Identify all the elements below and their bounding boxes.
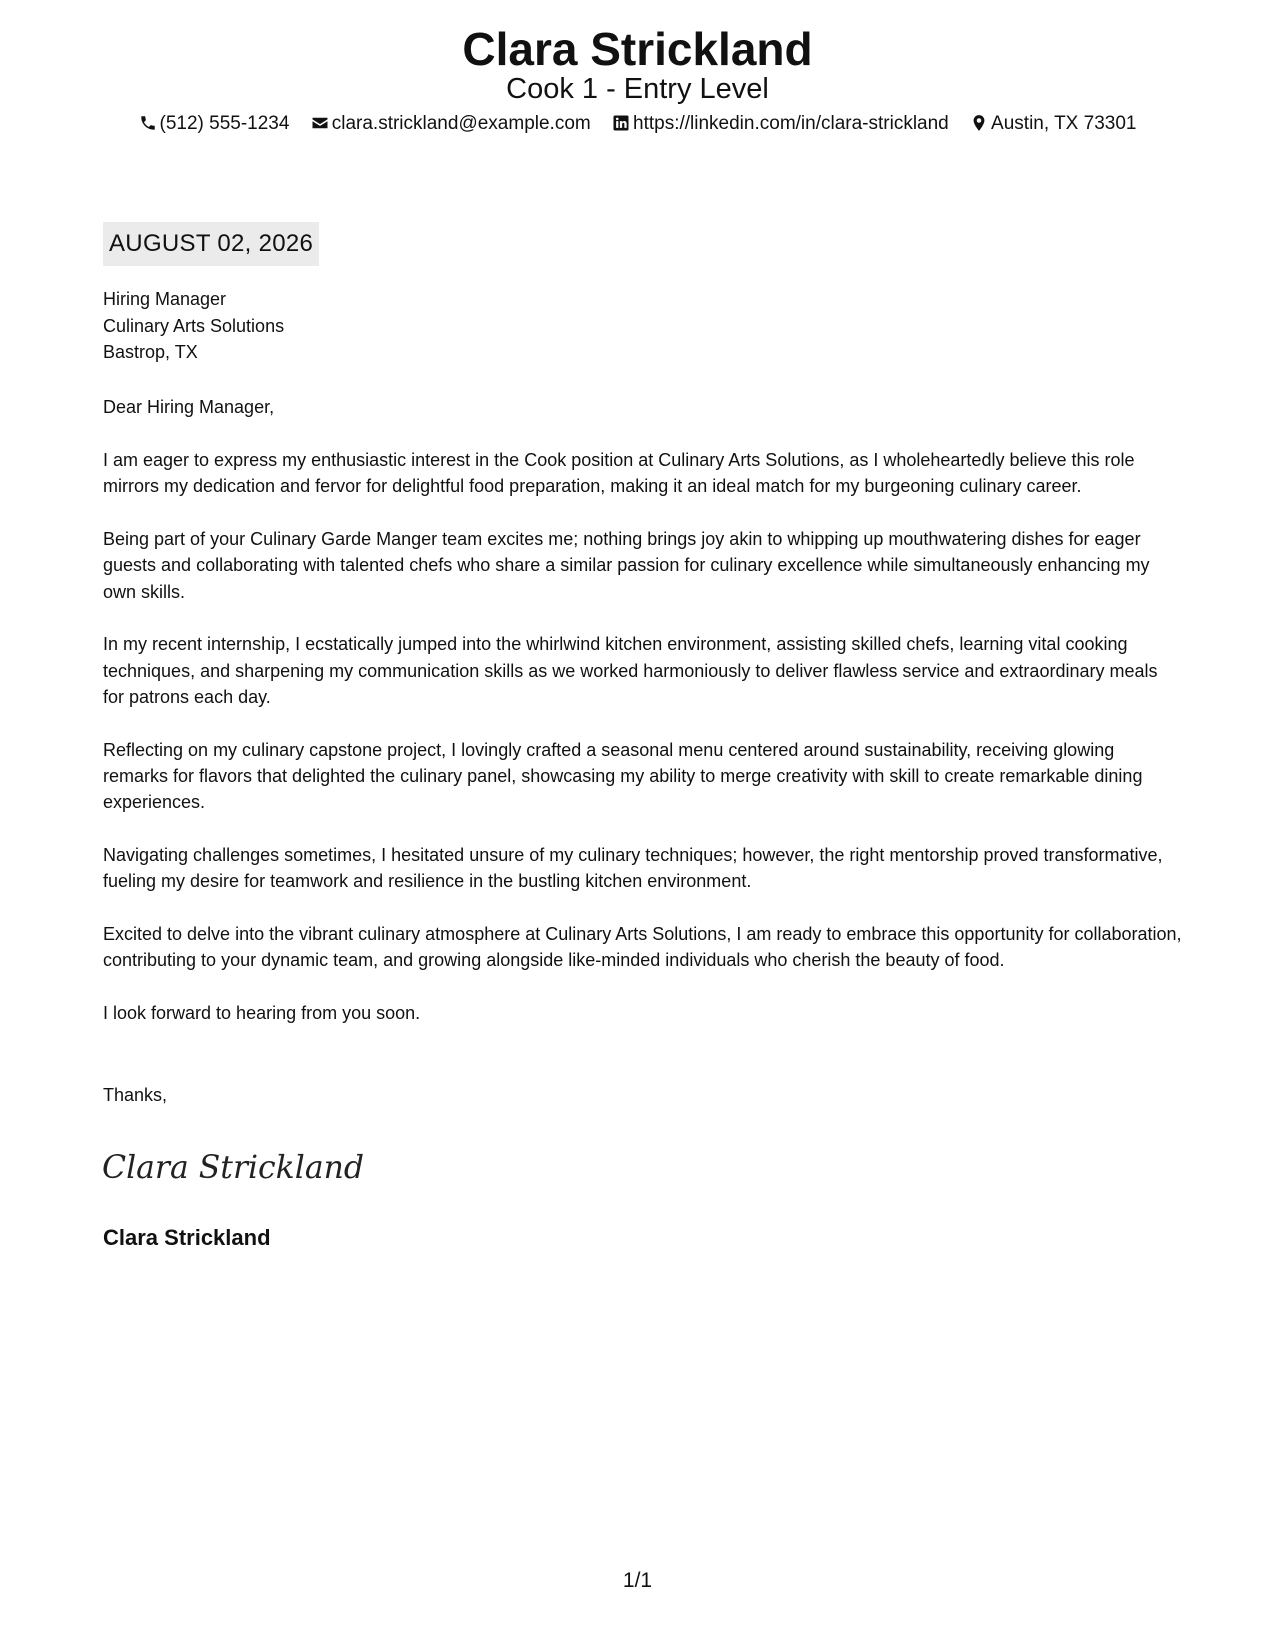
closing: Thanks,: [103, 1085, 168, 1105]
recipient-title: Hiring Manager: [103, 289, 227, 309]
letter-date: AUGUST 02, 2026: [103, 222, 319, 266]
linkedin-icon: [612, 114, 630, 132]
contact-line: [0, 111, 1275, 137]
email-address: clara.strickland@example.com: [331, 113, 591, 134]
page-number: 1/1: [622, 1569, 653, 1592]
map-marker-icon: [970, 114, 988, 132]
body-paragraph: Being part of your Culinary Garde Manger team excites me; nothing brings joy akin to whipping up mouthwatering dishes for eager guests and collaborating with talented chefs who share a similar passion for culinary excellence while simultaneously enhancing my own skills.: [103, 528, 1150, 602]
linkedin-url: https://linkedin.com/in/clara-strickland: [633, 113, 949, 134]
contact-linkedin[interactable]: [612, 111, 949, 137]
letter-body: [103, 447, 1183, 1052]
job-title: Cook 1 - Entry Level: [506, 73, 769, 105]
body-paragraph: In my recent internship, I ecstatically jumped into the whirlwind kitchen environment, assisting skilled chefs, learning vital cooking techniques, and sharpening my communication skills as we worked harmoniously to deliver flawless service and extraordinary meals for patrons each day.: [103, 634, 1158, 707]
body-paragraph: Reflecting on my culinary capstone project, I lovingly crafted a seasonal menu centered around sustainability, receiving glowing remarks for flavors that delighted the culinary panel, showcasing my ability to merge creativity with skill to create remarkable dining experiences.: [103, 739, 1143, 813]
recipient-company: Culinary Arts Solutions: [103, 315, 285, 336]
phone-icon: [139, 114, 157, 132]
body-paragraph: I look forward to hearing from you soon.: [103, 1002, 421, 1023]
phone-number: (512) 555-1234: [159, 113, 290, 134]
envelope-icon: [311, 114, 329, 132]
recipient-location: Bastrop, TX: [103, 342, 198, 362]
salutation: Dear Hiring Manager,: [103, 397, 275, 417]
contact-phone: [139, 111, 290, 137]
handwritten-signature: [100, 1138, 370, 1198]
contact-location: [970, 111, 1136, 137]
contact-email[interactable]: [311, 111, 591, 137]
signature-text: Clara Strickland: [102, 1148, 364, 1186]
body-paragraph: Excited to delve into the vibrant culinary atmosphere at Culinary Arts Solutions, I am ready to embrace this opportunity for collaboration, contributing to your dynamic team, and growing alongside like-minded individuals who cherish the beauty of food.: [103, 923, 1182, 971]
body-paragraph: I am eager to express my enthusiastic interest in the Cook position at Culinary Arts Solutions, as I wholeheartedly believe this role mirrors my dedication and fervor for delightful food preparation, making it an ideal match for my burgeoning culinary career.: [103, 450, 1135, 497]
body-paragraph: Navigating challenges sometimes, I hesitated unsure of my culinary techniques; however, the right mentorship proved transformative, fueling my desire for teamwork and resilience in the bustling kitchen environment.: [103, 844, 1163, 892]
recipient-block: [103, 286, 284, 366]
signer-name: Clara Strickland: [103, 1225, 271, 1250]
location-text: Austin, TX 73301: [991, 113, 1137, 134]
applicant-name: Clara Strickland: [462, 23, 813, 75]
